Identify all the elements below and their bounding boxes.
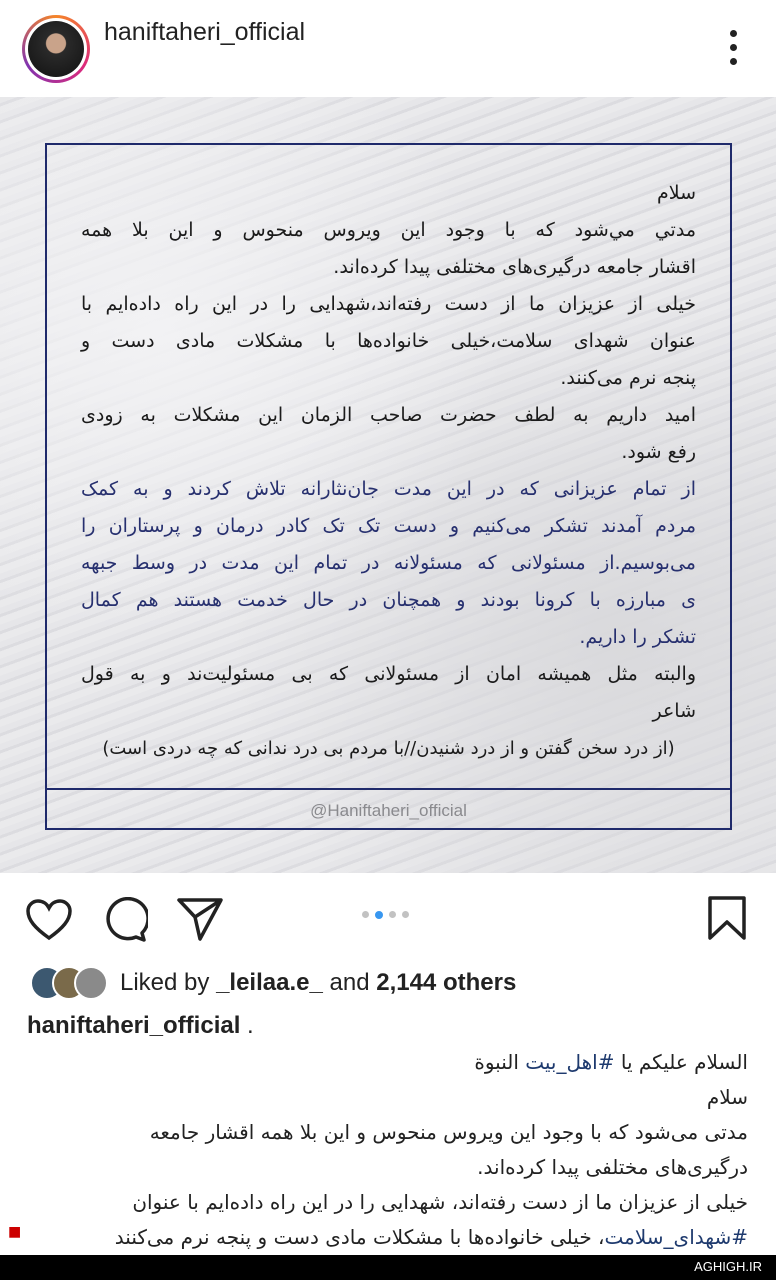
text-line: از تمام عزیزانی که در این مدت جان‌نثارانه تلاش کردند و به کمک bbox=[81, 478, 696, 500]
image-watermark: @Haniftaheri_official bbox=[310, 801, 467, 820]
carousel-indicator bbox=[362, 911, 409, 919]
text-frame bbox=[45, 143, 732, 830]
caption-suffix: . bbox=[240, 1012, 254, 1039]
liker-username[interactable]: _leilaa.e_ bbox=[216, 969, 323, 996]
text-line: می‌بوسیم.از مسئولانی که مسئولانه در تمام این مدت در وسط جبهه bbox=[81, 552, 696, 574]
text-line: خیلی از عزیزان ما از دست رفته‌اند،شهدایی را در این راه داده‌ایم با bbox=[81, 293, 696, 315]
footer-brand: AGHIGH.IR bbox=[694, 1259, 762, 1274]
likes-prefix: Liked by bbox=[120, 969, 217, 996]
caption-text-span: السلام علیکم یا bbox=[614, 1050, 748, 1074]
likes-and: and bbox=[322, 969, 377, 996]
text-line: ی مبارزه با کرونا بودند و همچنان در حال خدمت هستند هم کمال bbox=[81, 589, 696, 611]
hashtag-link[interactable]: #شهدای_سلامت bbox=[604, 1225, 748, 1249]
caption-username[interactable]: haniftaheri_official bbox=[27, 1012, 241, 1039]
caption-text-span: النبوة bbox=[474, 1050, 526, 1074]
liker-avatar bbox=[74, 966, 108, 1000]
site-logo-icon: ■ bbox=[8, 1224, 22, 1240]
text-line: مدتي مي‌شود كه با وجود اين ويروس منحوس و اين بلا همه bbox=[81, 219, 696, 241]
post-body-text bbox=[81, 175, 696, 767]
caption-text-span: ، خیلی خانواده‌ها با مشکلات مادی دست و پنجه نرم می‌کنند bbox=[114, 1225, 605, 1249]
caption-line: مدتی می‌شود که با وجود این ویروس منحوس و این بلا همه اقشار جامعه bbox=[149, 1120, 748, 1144]
text-line: شاعر bbox=[652, 700, 696, 722]
likes-row[interactable] bbox=[30, 965, 516, 1001]
caption-line: سلام bbox=[706, 1085, 748, 1109]
bookmark-icon[interactable] bbox=[706, 895, 748, 941]
poem-line: (از درد سخن گفتن و از درد شنیدن//با مردم بی درد ندانی که چه دردی است) bbox=[102, 738, 675, 759]
likes-count[interactable]: 2,144 others bbox=[376, 969, 517, 996]
text-line: پنجه نرم می‌کنند. bbox=[560, 367, 696, 389]
action-bar bbox=[0, 893, 776, 943]
likes-text bbox=[120, 969, 516, 997]
more-options-icon[interactable] bbox=[730, 30, 738, 65]
text-line: عنوان شهدای سلامت،خیلی خانواده‌ها با مشکلات مادی دست و bbox=[81, 330, 696, 352]
post-header bbox=[0, 0, 776, 97]
post-image[interactable] bbox=[0, 97, 776, 873]
caption-username-row bbox=[27, 1012, 254, 1040]
text-line: رفع شود. bbox=[621, 441, 696, 463]
header-username[interactable]: haniftaheri_official bbox=[104, 18, 306, 46]
profile-avatar[interactable] bbox=[22, 15, 90, 83]
text-line: مردم آمدند تشکر می‌کنیم و دست تک تک کادر درمان و پرستاران را bbox=[81, 515, 696, 537]
comment-icon[interactable] bbox=[102, 897, 148, 943]
hashtag-link[interactable]: #اهل_بیت bbox=[525, 1050, 615, 1074]
text-line: سلام bbox=[656, 182, 696, 204]
footer-bar bbox=[0, 1255, 776, 1280]
caption-line: خیلی از عزیزان ما از دست رفته‌اند، شهدایی را در این راه داده‌ایم با عنوان bbox=[132, 1190, 748, 1214]
share-icon[interactable] bbox=[176, 896, 224, 942]
frame-divider bbox=[47, 788, 730, 790]
text-line: اقشار جامعه درگیری‌های مختلفی پیدا کرده‌اند. bbox=[333, 256, 696, 278]
caption-line: درگیری‌های مختلفی پیدا کرده‌اند. bbox=[477, 1155, 748, 1179]
text-line: امید داریم به لطف حضرت صاحب الزمان این مشکلات به زودی bbox=[81, 404, 696, 426]
text-line: والبته مثل همیشه امان از مسئولانی که بی مسئولیت‌ند و به قول bbox=[81, 663, 696, 685]
caption-text bbox=[28, 1045, 748, 1255]
heart-icon[interactable] bbox=[25, 898, 73, 942]
text-line: تشکر را داریم. bbox=[579, 626, 696, 648]
